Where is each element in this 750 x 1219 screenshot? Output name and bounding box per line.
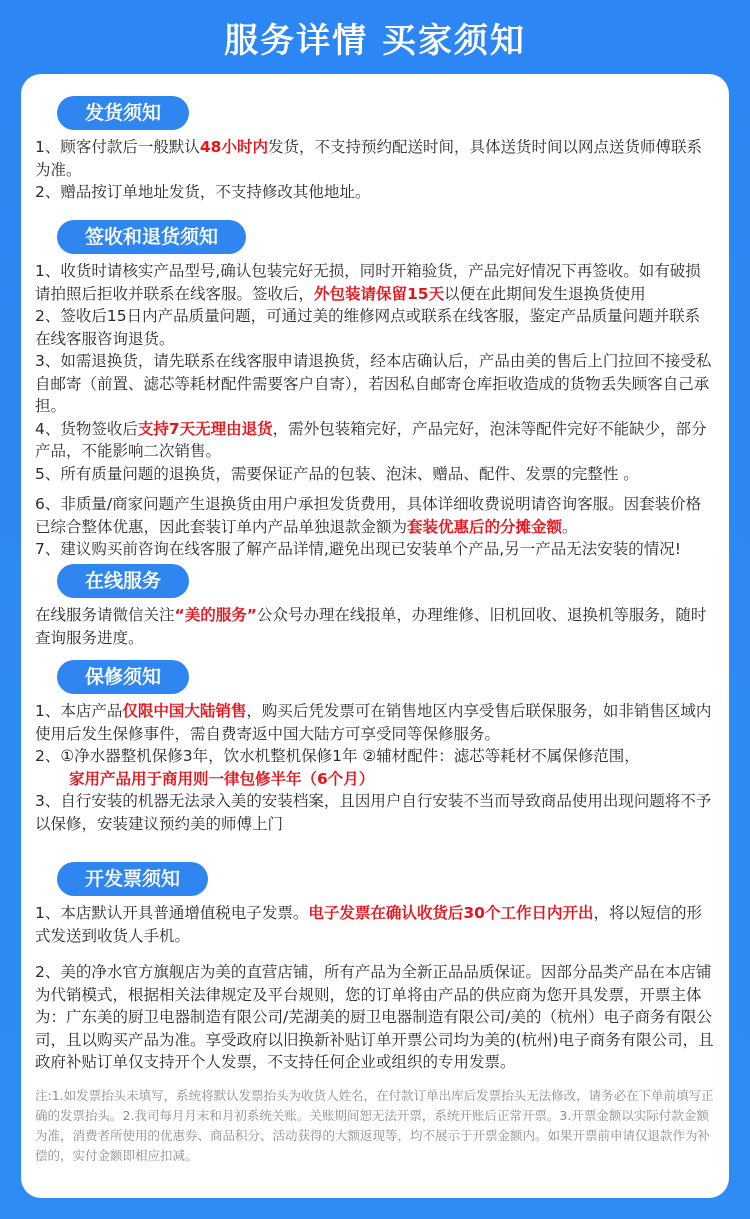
notice-card [21, 74, 729, 1198]
shipping-section [35, 96, 715, 204]
returns-section [35, 220, 715, 561]
warranty-section [35, 660, 715, 835]
invoice-footnote: 注:1.如发票抬头未填写，系统将默认发票抬头为收货人姓名，在付款订单出库后发票抬头无法修改，请务必在下单前填写正确的发票抬头。2.我司每月月末和月初系统关账。关账期间恕无法开票，系统开账后正常开票。3.开票金额以实际付款金额为准，消费者所使用的优惠券、商品积分、活动获得的大额返现等，均不展示于开票金额内。如果开票前申请仅退款作为补偿的，实付金额即相应扣减。 [35, 1088, 714, 1163]
page-title: 服务详情 买家须知 [224, 21, 526, 61]
returns-item-2: 2、签收后15日内产品质量问题，可通过美的维修网点或联系在线客服，鉴定产品质量问题并联系在线客服咨询退货。 [35, 307, 701, 348]
warranty-item-2: 2、①净水器整机保修3年，饮水机整机保修1年 ②辅材配件：滤芯等耗材不属保修范围， [35, 747, 640, 765]
returns-item-5: 5、所有质量问题的退换货，需要保证产品的包装、泡沫、赠品、配件、发票的完整性 。 [35, 464, 639, 483]
online-service-section [35, 564, 715, 649]
returns-item-6: 6、非质量/商家问题产生退换货由用户承担发货费用，具体详细收费说明请咨询客服。因套装价格已综合整体优惠，因此套装订单内产品单独退款金额为套装优惠后的分摊金额。 [35, 495, 702, 536]
returns-item-4: 4、货物签收后支持7天无理由退货，需外包装箱完好，产品完好，泡沫等配件完好不能缺少，部分产品，不能影响二次销售。 [35, 419, 707, 460]
returns-item-7: 7、建议购买前咨询在线客服了解产品详情,避免出现已安装单个产品,另一产品无法安装的情况! [35, 540, 681, 558]
shipping-title: 发货须知 [57, 96, 189, 130]
online-service-text: 在线服务请微信关注“美的服务”公众号办理在线报单，办理维修、旧机回收、退换机等服务，随时查询服务进度。 [35, 606, 707, 647]
invoice-item-1: 1、本店默认开具普通增值税电子发票。电子发票在确认收货后30个工作日内开出，将以短信的形式发送到收货人手机。 [35, 904, 702, 945]
warranty-item-2-note: 家用产品用于商用则一律包修半年（6个月） [69, 769, 375, 788]
online-service-title: 在线服务 [57, 564, 189, 598]
invoice-section [35, 862, 715, 1074]
warranty-item-3: 3、自行安装的机器无法录入美的安装档案，且因用户自行安装不当而导致商品使用出现问题将不予以保修，安装建议预约美的师傅上门 [35, 792, 712, 833]
shipping-item-1: 1、顾客付款后一般默认48小时内发货，不支持预约配送时间，具体送货时间以网点送货师傅联系为准。 [35, 138, 702, 179]
warranty-title: 保修须知 [57, 660, 189, 694]
returns-item-3: 3、如需退换货，请先联系在线客服申请退换货，经本店确认后，产品由美的售后上门拉回不接受私自邮寄（前置、滤芯等耗材配件需要客户自寄），若因私自邮寄仓库拒收造成的货物丢失顾客自己承担。 [35, 352, 712, 415]
returns-item-1: 1、收货时请核实产品型号,确认包装完好无损，同时开箱验货，产品完好情况下再签收。如有破损请拍照后拒收并联系在线客服。签收后，外包装请保留15天以便在此期间发生退换货使用 [35, 262, 701, 303]
warranty-item-1: 1、本店产品仅限中国大陆销售，购买后凭发票可在销售地区内享受售后联保服务，如非销售区域内使用后发生保修事件，需自费寄返中国大陆方可享受同等保修服务。 [35, 702, 712, 743]
shipping-item-2: 2、赠品按订单地址发货，不支持修改其他地址。 [35, 183, 371, 201]
returns-title: 签收和退货须知 [57, 220, 246, 254]
invoice-item-2: 2、美的净水官方旗舰店为美的直营店铺，所有产品为全新正品品质保证。因部分品类产品在本店铺为代销模式，根据相关法律规定及平台规则，您的订单将由产品的供应商为您开具发票，开票主体为：广东美的厨卫电器制造有限公司/芜湖美的厨卫电器制造有限公司/美的（杭州）电子商务有限公司，且以购买产品为准。享受政府以旧换新补贴订单开票公司均为美的(杭州)电子商务有限公司，且政府补贴订单仅支持开个人发票，不支持任何企业或组织的专用发票。 [35, 963, 714, 1071]
invoice-title: 开发票须知 [57, 862, 208, 896]
